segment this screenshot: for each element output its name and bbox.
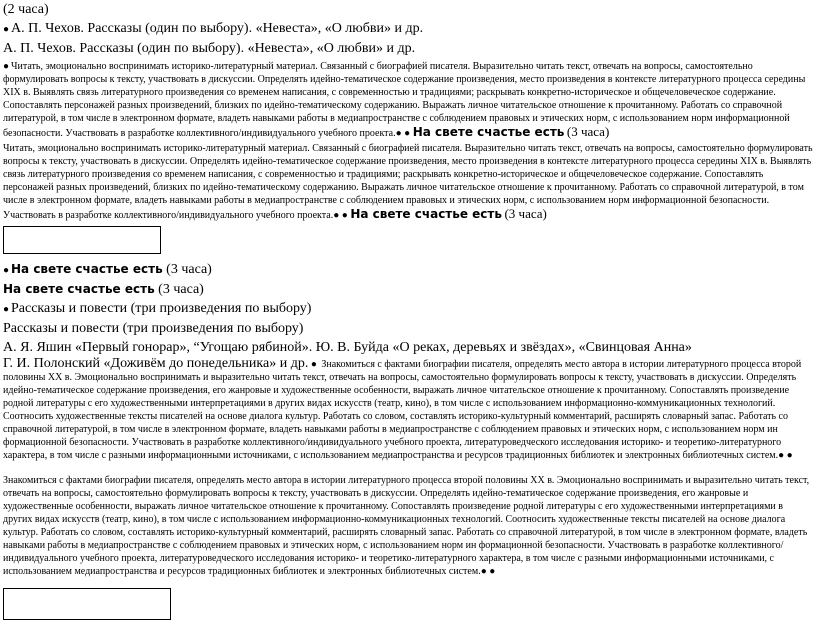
happiness-hours-inline: (3 часа): [504, 206, 547, 221]
bullet-icon: ●: [3, 304, 10, 315]
stories-heading-bulleted: ● Рассказы и повести (три произведения по выбору): [3, 299, 813, 319]
authors-line: А. Я. Яшин «Первый гонорар», “Угощаю рябиной». Ю. В. Буйда «О реках, деревьях и звёздах», «Свинцовая Анна»: [3, 340, 692, 355]
happiness-title-inline: На свете счастье есть: [412, 125, 565, 139]
bullet-icon: ● ●: [333, 210, 351, 221]
bullet-icon: ●: [3, 61, 10, 72]
bullet-icon: ●: [310, 359, 317, 370]
chekhov-title-bulleted: ● А. П. Чехов. Рассказы (один по выбору). «Невеста», «О любви» и др.: [3, 19, 813, 39]
happiness-heading: На свете счастье есть (3 часа): [3, 282, 204, 297]
polonsky-activities: Знакомиться с фактами биографии писателя, определять место автора в истории литературного процесса второй половины XX в. Эмоционально воспринимать и выразительно читать текст, отвечать на вопросы, самостоятельно формулировать вопросы к тексту, участвовать в дискуссии. Определять идейно-тематическое содержание произведения, его жанровые и художественные особенности, выражать личное читательское отношение к прочитанному. Сопоставлять произведение родной литературы с его художественными интерпретациями в других видах искусств (театр, кино), в том числе с использованием информационно-коммуникационных технологий. Соотносить художественные тексты писателей на основе диалога культур. Работать со словом, составлять историко-культурный комментарий, расширять словарный запас. Работать со справочной литературой, в том числе в электронном формате, владеть навыками работы в медиапространстве с соблюдением правовых и этических норм, с использованием норм ин формационной безопасности. Участвовать в разработке коллективного/индивидуального учебного проекта, литературоведческого исследования историко- и теоретико-литературного характера, в том числе с разными информационными источниками, с использованием медиапространства и ресурсов традиционных библиотек и электронных библиотечных систем.● ●: [3, 475, 810, 577]
bullet-icon: ● ●: [395, 128, 413, 139]
polonsky-title: Г. И. Полонский «Доживём до понедельника» и др.: [3, 356, 309, 371]
stories-heading: Рассказы и повести (три произведения по выбору): [3, 321, 304, 336]
bullet-icon: ●: [3, 24, 10, 35]
chekhov-activities-bulleted: ● Читать, эмоционально воспринимать историко-литературный материал. Связанный с биографией писателя. Выразительно читать текст, отвечать на вопросы, самостоятельно формулировать вопросы к тексту, участвовать в дискуссии. Определять идейно-тематическое содержание произведения, место произведения в контексте литературного процесса середины XIX в. Выявлять связь литературного произведения со временем написания, с современностью и традициями; раскрывать конкретно-историческое и общечеловеческое содержание. Сопоставлять персонажей разных произведений, близких по идейно-тематическому содержанию. Выражать личное читательское отношение к прочитанному. Работать со справочной литературой, в том числе в электронном формате, владеть навыками работы в медиапространстве с соблюдением правовых и этических норм, с использованием норм информационной безопасности. Участвовать в разработке коллективного/индивидуального учебного проекта.● ● На свете счастье есть (3 часа): [3, 61, 806, 139]
polonsky-paragraph: Г. И. Полонский «Доживём до понедельника» и др. ● Знакомиться с фактами биографии писателя, определять место автора в истории литературного процесса второй половины XX в. Эмоционально воспринимать и выразительно читать текст, отвечать на вопросы, самостоятельно формулировать вопросы к тексту, участвовать в дискуссии. Определять идейно-тематическое содержание произведения, его жанровые и художественные особенности, выражать личное читательское отношение к прочитанному. Сопоставлять произведение родной литературы с его художественными интерпретациями в других видах искусств (театр, кино), в том числе с использованием информационно-коммуникационных технологий. Соотносить художественные тексты писателей на основе диалога культур. Работать со словом, составлять историко-культурный комментарий, расширять словарный запас. Работать со справочной литературой, в том числе в электронном формате, владеть навыками работы в медиапространстве с соблюдением правовых и этических норм, с использованием норм ин формационной безопасности. Участвовать в разработке коллективного/индивидуального учебного проекта, литературоведческого исследования историко- и теоретико-литературного характера, в том числе с разными информационными источниками, с использованием медиапространства и ресурсов традиционных библиотек и электронных библиотечных систем.● ●: [3, 356, 802, 461]
chekhov-title: А. П. Чехов. Рассказы (один по выбору). «Невеста», «О любви» и др.: [3, 41, 416, 56]
hours-two: (2 часа): [3, 2, 49, 17]
bullet-icon: ●: [3, 265, 10, 276]
empty-table-cell-bottom: [3, 588, 171, 620]
happiness-heading-bulleted: ● На свете счастье есть (3 часа): [3, 260, 813, 280]
bullet-icon: ● ●: [480, 566, 496, 577]
chekhov-activities: Читать, эмоционально воспринимать историко-литературный материал. Связанный с биографией писателя. Выразительно читать текст, отвечать на вопросы, самостоятельно формулировать вопросы к тексту, участвовать в дискуссии. Определять идейно-тематическое содержание произведения, место произведения в контексте литературного процесса середины XIX в. Выявлять связь литературного произведения со временем написания, с современностью и традициями; раскрывать конкретно-историческое и общечеловеческое содержание. Сопоставлять персонажей разных произведений, близких по идейно-тематическому содержанию. Выражать личное читательское отношение к прочитанному. Работать со справочной литературой, в том числе в электронном формате, владеть навыками работы в медиапространстве с соблюдением правовых и этических норм, с использованием норм информационной безопасности. Участвовать в разработке коллективного/индивидуального учебного проекта.● ● На свете счастье есть (3 часа): [3, 143, 813, 221]
empty-table-cell: [3, 226, 161, 254]
happiness-hours-inline: (3 часа): [566, 124, 610, 139]
happiness-title-inline: На свете счастье есть: [350, 207, 502, 221]
bullet-icon: ● ●: [778, 450, 793, 461]
